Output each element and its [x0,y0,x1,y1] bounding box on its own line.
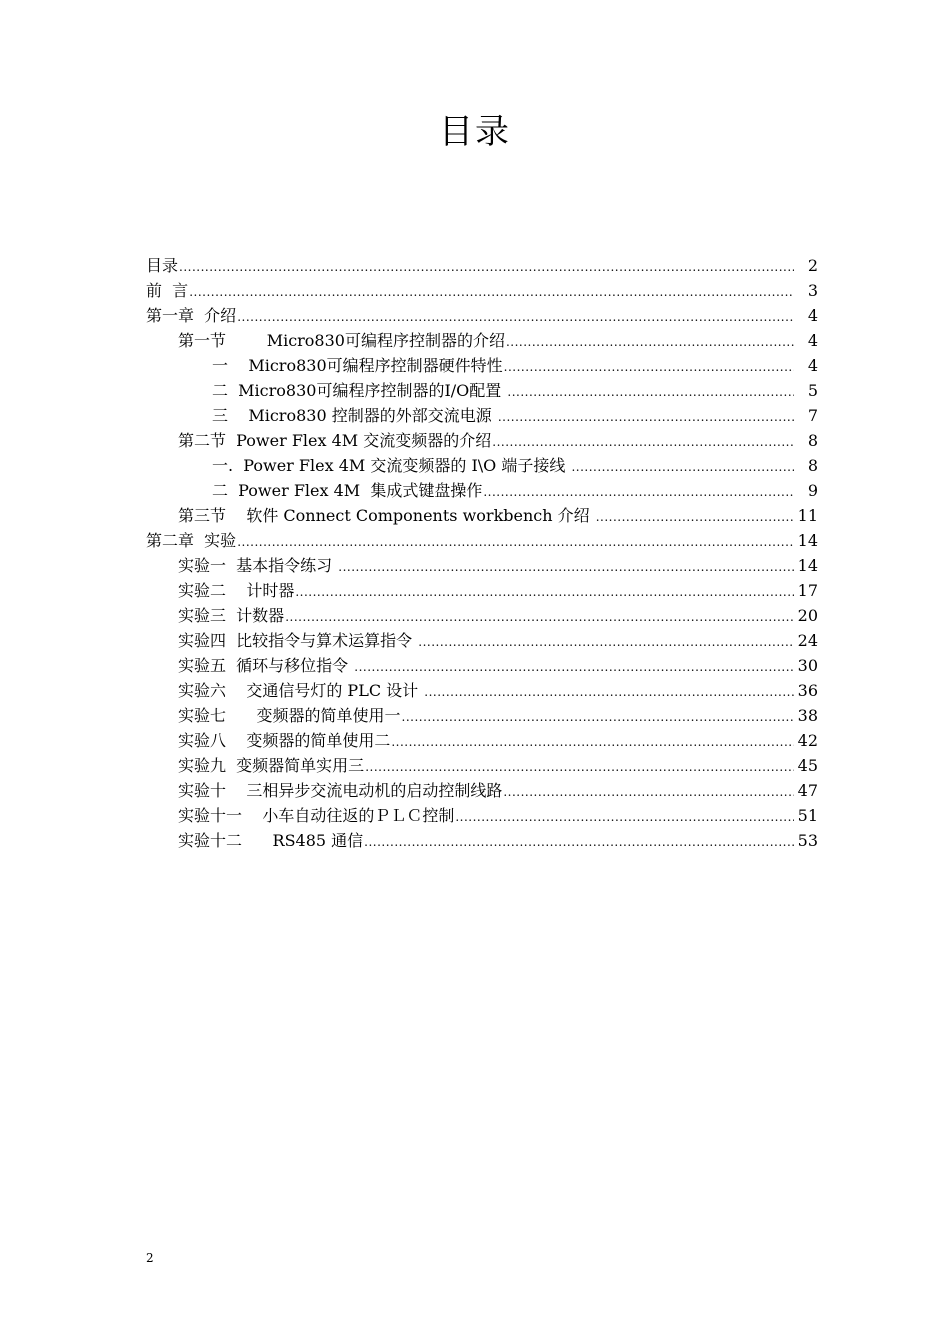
toc-entry-page: 51 [797,806,818,825]
toc-entry-page: 5 [807,381,818,400]
toc-entry-title: 第一节 Micro830可编程序控制器的介绍 [178,331,505,350]
toc-entry-title: 实验八 变频器的简单使用二 [178,731,391,750]
toc-dot-leader [506,330,794,355]
toc-dot-leader [402,705,794,730]
toc-entry-title: 第二章 实验 [146,531,237,550]
toc-entry[interactable] [146,353,818,378]
toc-entry-title: 一 Micro830可编程序控制器硬件特性 [212,356,503,375]
toc-entry[interactable] [146,553,818,578]
toc-dot-leader [424,680,794,705]
footer-page-number: 2 [146,1251,154,1265]
toc-entry-page: 4 [807,331,818,350]
toc-entry[interactable] [146,453,818,478]
toc-entry-title: 二 Power Flex 4M 集成式键盘操作 [212,481,483,500]
toc-entry[interactable] [146,703,818,728]
toc-entry[interactable] [146,328,818,353]
toc-entry[interactable] [146,378,818,403]
toc-entry-title: 第二节 Power Flex 4M 交流变频器的介绍 [178,431,492,450]
toc-dot-leader [237,530,794,555]
toc-entry[interactable] [146,278,818,303]
toc-entry-page: 4 [807,356,818,375]
toc-entry-title: 实验二 计时器 [178,581,295,600]
toc-entry[interactable] [146,428,818,453]
toc-entry-page: 47 [797,781,818,800]
toc-entry-page: 14 [797,556,818,575]
toc-entry-page: 11 [797,506,818,525]
toc-entry-title: 实验四 比较指令与算术运算指令 [178,631,418,650]
toc-entry-title: 三 Micro830 控制器的外部交流电源 [212,406,497,425]
toc-dot-leader [189,280,794,305]
toc-entry-page: 30 [797,656,818,675]
toc-entry-page: 38 [797,706,818,725]
toc-entry-title: 第一章 介绍 [146,306,237,325]
toc-entry-title: 实验十 三相异步交流电动机的启动控制线路 [178,781,503,800]
toc-dot-leader [498,405,794,430]
toc-dot-leader [285,605,794,630]
toc-entry-page: 24 [797,631,818,650]
toc-entry-page: 3 [807,281,818,300]
toc-dot-leader [338,555,794,580]
toc-entry-page: 2 [807,256,818,275]
toc-entry-page: 17 [797,581,818,600]
toc-dot-leader [455,805,794,830]
toc-entry[interactable] [146,778,818,803]
toc-entry[interactable] [146,628,818,653]
toc-dot-leader [364,830,794,855]
toc-dot-leader [492,430,794,455]
page-title: 目录 [439,112,511,152]
toc-entry-page: 42 [797,731,818,750]
toc-entry[interactable] [146,828,818,853]
toc-dot-leader [365,755,794,780]
toc-entry-title: 一. Power Flex 4M 交流变频器的 I\O 端子接线 [212,456,571,475]
toc-entry[interactable] [146,653,818,678]
toc-entry-page: 20 [797,606,818,625]
toc-dot-leader [354,655,794,680]
toc-entry[interactable] [146,603,818,628]
toc-entry[interactable] [146,728,818,753]
table-of-contents [146,253,818,853]
toc-dot-leader [483,480,794,505]
toc-dot-leader [507,380,794,405]
toc-dot-leader [179,255,794,280]
toc-entry-page: 4 [807,306,818,325]
toc-entry-title: 实验三 计数器 [178,606,285,625]
toc-dot-leader [418,630,794,655]
toc-entry-title: 实验十一 小车自动往返的ＰＬＣ控制 [178,806,455,825]
toc-entry[interactable] [146,478,818,503]
toc-entry-page: 8 [807,456,818,475]
toc-entry-page: 7 [807,406,818,425]
toc-entry-title: 实验六 交通信号灯的 PLC 设计 [178,681,424,700]
toc-entry-page: 8 [807,431,818,450]
toc-entry-title: 第三节 软件 Connect Components workbench 介绍 [178,506,595,525]
toc-entry[interactable] [146,303,818,328]
toc-entry[interactable] [146,803,818,828]
toc-entry-title: 实验五 循环与移位指令 [178,656,354,675]
toc-entry[interactable] [146,753,818,778]
toc-entry-title: 实验九 变频器简单实用三 [178,756,365,775]
toc-entry-title: 目录 [146,256,179,275]
toc-entry-page: 9 [807,481,818,500]
toc-dot-leader [504,355,794,380]
toc-entry[interactable] [146,528,818,553]
toc-dot-leader [596,505,794,530]
toc-entry-title: 前 言 [146,281,189,300]
toc-dot-leader [237,305,794,330]
toc-entry[interactable] [146,253,818,278]
toc-entry-page: 36 [797,681,818,700]
toc-dot-leader [571,455,794,480]
toc-dot-leader [295,580,794,605]
toc-entry-page: 45 [797,756,818,775]
toc-entry[interactable] [146,403,818,428]
toc-entry-title: 实验十二 RS485 通信 [178,831,364,850]
toc-entry-title: 二 Micro830可编程序控制器的I/O配置 [212,381,507,400]
toc-entry[interactable] [146,678,818,703]
toc-entry[interactable] [146,578,818,603]
toc-entry-title: 实验一 基本指令练习 [178,556,338,575]
toc-entry[interactable] [146,503,818,528]
toc-entry-title: 实验七 变频器的简单使用一 [178,706,401,725]
toc-dot-leader [391,730,794,755]
toc-entry-page: 53 [797,831,818,850]
toc-dot-leader [503,780,794,805]
toc-entry-page: 14 [797,531,818,550]
